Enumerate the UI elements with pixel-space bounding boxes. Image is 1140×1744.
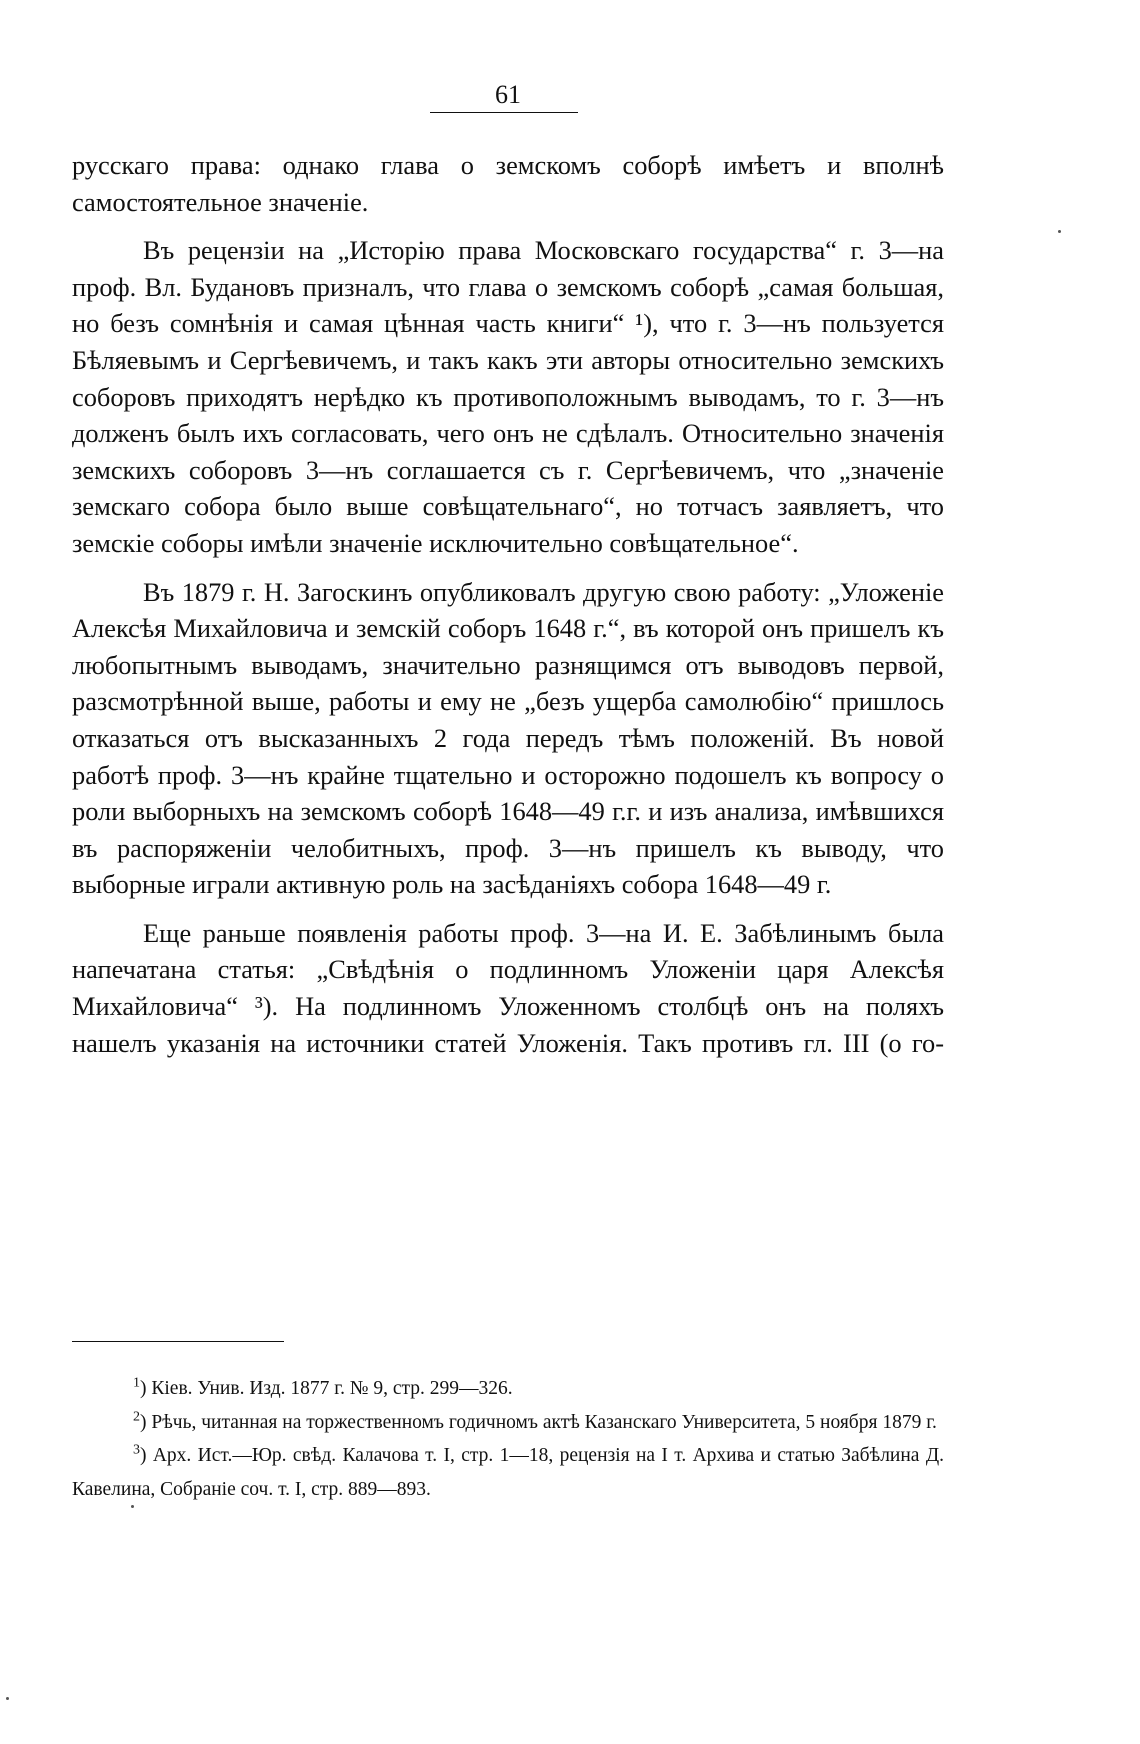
footnote-marker: 3 (133, 1442, 140, 1458)
footnote-3 (72, 1439, 944, 1506)
paragraph-zabelin: Еще раньше появленія работы проф. 3—на И. Е. Забѣлинымъ была напечатана статья: „Свѣдѣнія о подлинномъ Уложеніи царя Алексѣя Михайловича“ ³). На подлинномъ Уложенномъ столбцѣ онъ на поляхъ нашелъ указанія на источники статей Уложенія. Такъ противъ гл. III (о го- (72, 917, 944, 1058)
footnote-marker: 2 (133, 1409, 140, 1424)
footnote-rule (72, 1341, 284, 1342)
footnote-marker: 1 (133, 1375, 140, 1391)
footnote-2 (72, 1406, 944, 1440)
footnote-text: ) Арх. Ист.—Юр. свѣд. Калачова т. I, стр. 1—18, рецензія на I т. Архива и статью Забѣлина Д. Кавелина, Собраніе соч. т. I, стр. 889—893. (72, 1445, 944, 1500)
footnote-text: ) Кіев. Унив. Изд. 1877 г. № 9, стр. 299—326. (140, 1378, 513, 1399)
footnote-1 (72, 1372, 944, 1406)
paragraph-review: Въ рецензіи на „Исторію права Московскаго государства“ г. 3—на проф. Вл. Будановъ призналъ, что глава о земскомъ соборѣ „самая большая, но безъ сомнѣнія и самая цѣнная часть книги“ ¹), что г. 3—нъ пользуется Бѣляевымъ и Сергѣевичемъ, и такъ какъ эти авторы относительно земскихъ соборовъ приходятъ нерѣдко къ противоположнымъ выводамъ, то г. 3—нъ долженъ былъ ихъ согласовать, чего онъ не сдѣлалъ. Относительно значенія земскихъ соборовъ 3—нъ соглашается съ г. Сергѣевичемъ, что „значеніе земскаго собора было выше совѣщательнаго“, но тотчасъ заявляетъ, что земскіе соборы имѣли значеніе исключительно совѣщательное“. (72, 235, 944, 558)
book-page (72, 0, 944, 1744)
scan-speck (6, 1697, 9, 1700)
body-text (72, 147, 944, 1061)
paragraph-1879-work: Въ 1879 г. Н. Загоскинъ опубликовалъ другую свою работу: „Уложеніе Алексѣя Михайловича и земскій соборъ 1648 г.“, въ которой онъ пришелъ къ любопытнымъ выводамъ, значительно разнящимся отъ выводовъ первой, разсмотрѣнной выше, работы и ему не „безъ ущерба самолюбію“ пришлось отказаться отъ высказанныхъ 2 года передъ тѣмъ положеній. Въ новой работѣ проф. 3—нъ крайне тщательно и осторожно подошелъ къ вопросу о роли выборныхъ на земскомъ соборѣ 1648—49 г.г. и изъ анализа, имѣвшихся въ распоряженіи челобитныхъ, проф. 3—нъ пришелъ къ выводу, что выборные играли активную роль на засѣданіяхъ собора 1648—49 г. (72, 576, 944, 900)
page-number-rule (430, 112, 578, 113)
footnotes (72, 1372, 944, 1506)
page-number: 61 (495, 80, 521, 109)
footnote-text: ) Рѣчь, читанная на торжественномъ годичномъ актѣ Казанскаго Университета, 5 ноября 1879 г. (140, 1411, 937, 1433)
scan-speck (1058, 230, 1061, 233)
paragraph-continuation: русскаго права: однако глава о земскомъ соборѣ имѣетъ и вполнѣ самостоятельное значеніе. (72, 150, 944, 217)
scan-speck (131, 1505, 134, 1508)
